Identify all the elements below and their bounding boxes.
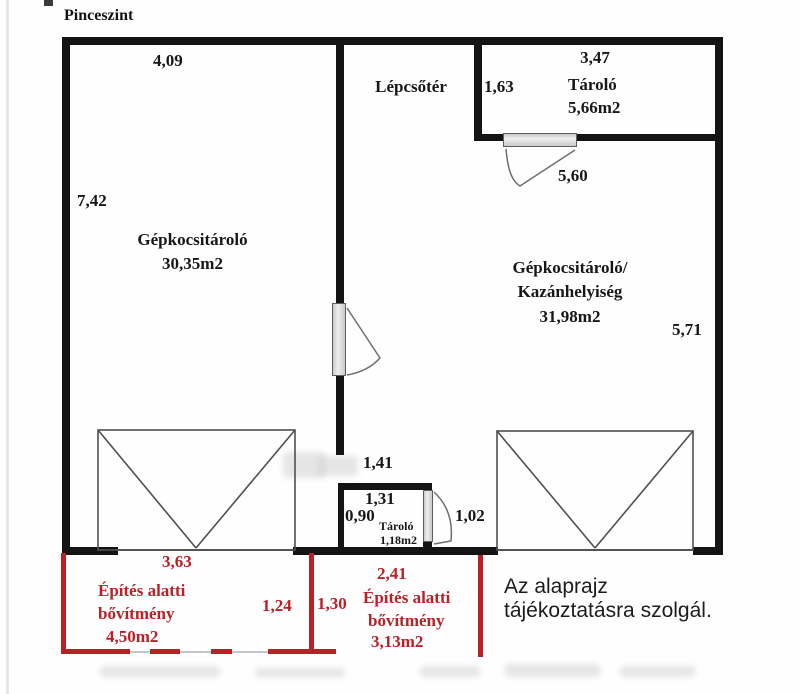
dim-1-63: 1,63 [484,77,514,96]
watermark-smudge [100,666,220,677]
extension1-label-line1: Építés alatti [98,581,186,600]
dim-4-09: 4,09 [153,51,183,70]
plan-title: Pinceszint [64,7,134,24]
room-storage-top-name: Tároló [568,75,617,94]
extension2-right-line [478,555,483,657]
room-garage-left-name: Gépkocsitároló [137,230,248,249]
garage-opening-sill-right [497,549,693,551]
disclaimer-note-line1: Az alaprajz [504,575,608,598]
dim-1-24: 1,24 [262,596,292,615]
room-storage-top-area: 5,66m2 [568,98,621,117]
dim-1-30: 1,30 [317,594,347,613]
watermark-smudge [420,666,480,677]
extension2-label-line1: Építés alatti [363,588,451,607]
room-storage-small-area: 1,18m2 [380,533,417,547]
stairwell-storage-divider-wall [474,37,482,141]
watermark-smudge [255,668,345,677]
garage-door-symbol-left [98,430,295,550]
center-wall-lower [336,376,344,455]
outer-wall-right [715,37,723,555]
extension1-right-line [309,553,314,654]
dim-3-47: 3,47 [580,48,610,67]
watermark-smudge [318,456,358,476]
room-garage-right-name-line2: Kazánhelyiség [517,282,623,301]
dim-5-60: 5,60 [558,166,588,185]
room-garage-left-area: 30,35m2 [162,254,223,273]
extension1-area: 4,50m2 [106,627,159,646]
outer-wall-left [62,37,70,555]
outer-wall-top [62,37,723,45]
door-swing-arc-small-storage [434,492,451,544]
extension1-label-line2: bővítmény [98,604,175,623]
outer-wall-bottom-seg1 [62,547,118,555]
storage-top-wall-right [577,134,723,141]
extension1-left-line [61,553,66,654]
room-garage-right-name-line1: Gépkocsitároló/ [512,258,628,277]
storage-top-wall-left [474,134,503,141]
dim-2-41: 2,41 [377,564,407,583]
door-panel-storage-top [503,133,577,147]
boundary-dash [62,649,130,654]
small-storage-wall-stub-bottom [423,541,432,552]
small-storage-wall-left [338,483,344,552]
dim-0-90: 0,90 [345,506,375,525]
disclaimer-note-line2: tájékoztatásra szolgál. [504,599,712,622]
boundary-dash [268,649,336,654]
scan-spot-artifact [44,0,53,6]
outer-wall-bottom-seg2 [293,547,498,555]
dim-1-41: 1,41 [363,453,393,472]
watermark-smudge [505,664,600,677]
garage-door-symbol-right [497,431,693,550]
watermark-smudge [620,666,695,677]
door-panel-small-storage [423,490,433,542]
dim-1-31: 1,31 [365,489,395,508]
center-wall-upper [336,37,344,303]
scan-edge-artifact [6,0,9,694]
garage-opening-sill-left [117,549,293,551]
room-garage-right-area: 31,98m2 [539,307,601,326]
dim-7-42: 7,42 [77,191,107,210]
door-swing-arc-center [347,308,380,375]
outer-wall-bottom-seg3 [693,547,723,555]
dim-3-63: 3,63 [162,552,192,571]
boundary-dash [150,649,180,654]
door-panel-center-wall [332,303,346,376]
extension2-label-line2: bővítmény [368,611,445,630]
dim-5-71: 5,71 [672,320,702,339]
extension2-area: 3,13m2 [371,632,424,651]
room-stairwell-name: Lépcsőtér [375,77,447,96]
room-storage-small-name: Tároló [379,519,414,533]
dim-1-02: 1,02 [455,506,485,525]
boundary-dash [211,649,232,654]
